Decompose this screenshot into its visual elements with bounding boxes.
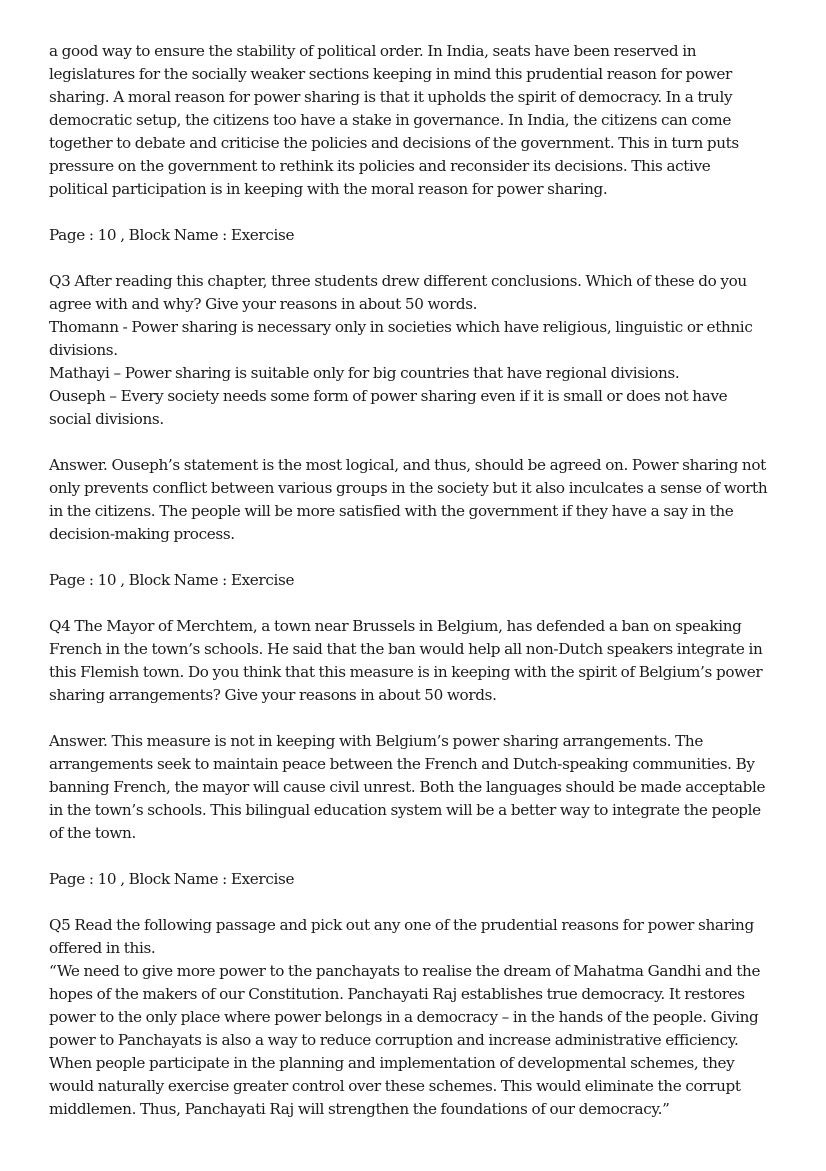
text-line: offered in this.: [49, 939, 156, 957]
document-page: [49, 40, 789, 1144]
text-line: pressure on the government to rethink its policies and reconsider its decisions. This active: [49, 157, 711, 175]
text-line: middlemen. Thus, Panchayati Raj will strengthen the foundations of our democracy.”: [49, 1100, 670, 1118]
question-block: [49, 270, 789, 431]
page-reference: [49, 868, 789, 891]
text-line: social divisions.: [49, 410, 164, 428]
answer-continuation-block: [49, 40, 789, 201]
text-line: Mathayi – Power sharing is suitable only for big countries that have regional divisions.: [49, 364, 680, 382]
text-line: only prevents conflict between various groups in the society but it also inculcates a sense of worth: [49, 479, 768, 497]
answer-block: [49, 454, 789, 546]
text-line: would naturally exercise greater control over these schemes. This would eliminate the corrupt: [49, 1077, 741, 1095]
text-line: divisions.: [49, 341, 118, 359]
text-line: Page : 10 , Block Name : Exercise: [49, 870, 295, 888]
text-line: in the town’s schools. This bilingual education system will be a better way to integrate the people: [49, 801, 761, 819]
text-line: Page : 10 , Block Name : Exercise: [49, 226, 295, 244]
text-line: Answer. Ouseph’s statement is the most logical, and thus, should be agreed on. Power sharing not: [49, 456, 766, 474]
page-reference: [49, 569, 789, 592]
text-line: Answer. This measure is not in keeping with Belgium’s power sharing arrangements. The: [49, 732, 703, 750]
text-line: in the citizens. The people will be more satisfied with the government if they have a say in the: [49, 502, 734, 520]
text-line: French in the town’s schools. He said that the ban would help all non-Dutch speakers integrate in: [49, 640, 763, 658]
text-line: arrangements seek to maintain peace between the French and Dutch-speaking communities. By: [49, 755, 755, 773]
text-line: Q5 Read the following passage and pick out any one of the prudential reasons for power sharing: [49, 916, 754, 934]
text-line: this Flemish town. Do you think that this measure is in keeping with the spirit of Belgium’s power: [49, 663, 763, 681]
text-line: When people participate in the planning and implementation of developmental schemes, they: [49, 1054, 735, 1072]
text-line: power to the only place where power belongs in a democracy – in the hands of the people. Giving: [49, 1008, 759, 1026]
text-line: decision-making process.: [49, 525, 235, 543]
question-block: [49, 914, 789, 1121]
text-line: a good way to ensure the stability of political order. In India, seats have been reserved in: [49, 42, 697, 60]
text-line: agree with and why? Give your reasons in about 50 words.: [49, 295, 478, 313]
text-line: power to Panchayats is also a way to reduce corruption and increase administrative efficiency.: [49, 1031, 739, 1049]
text-line: political participation is in keeping with the moral reason for power sharing.: [49, 180, 608, 198]
text-line: of the town.: [49, 824, 136, 842]
text-line: sharing. A moral reason for power sharing is that it upholds the spirit of democracy. In a truly: [49, 88, 733, 106]
page-reference: [49, 224, 789, 247]
text-line: Page : 10 , Block Name : Exercise: [49, 571, 295, 589]
question-block: [49, 615, 789, 707]
text-line: Q4 The Mayor of Merchtem, a town near Brussels in Belgium, has defended a ban on speaking: [49, 617, 742, 635]
text-line: democratic setup, the citizens too have a stake in governance. In India, the citizens can come: [49, 111, 731, 129]
text-line: sharing arrangements? Give your reasons in about 50 words.: [49, 686, 497, 704]
answer-block: [49, 730, 789, 845]
text-line: hopes of the makers of our Constitution. Panchayati Raj establishes true democracy. It restores: [49, 985, 745, 1003]
text-line: Ouseph – Every society needs some form of power sharing even if it is small or does not have: [49, 387, 728, 405]
text-line: Thomann - Power sharing is necessary only in societies which have religious, linguistic or ethnic: [49, 318, 753, 336]
text-line: together to debate and criticise the policies and decisions of the government. This in turn puts: [49, 134, 739, 152]
text-line: Q3 After reading this chapter, three students drew different conclusions. Which of these do you: [49, 272, 747, 290]
text-line: banning French, the mayor will cause civil unrest. Both the languages should be made acceptable: [49, 778, 766, 796]
text-line: legislatures for the socially weaker sections keeping in mind this prudential reason for power: [49, 65, 732, 83]
text-line: “We need to give more power to the panchayats to realise the dream of Mahatma Gandhi and the: [49, 962, 761, 980]
